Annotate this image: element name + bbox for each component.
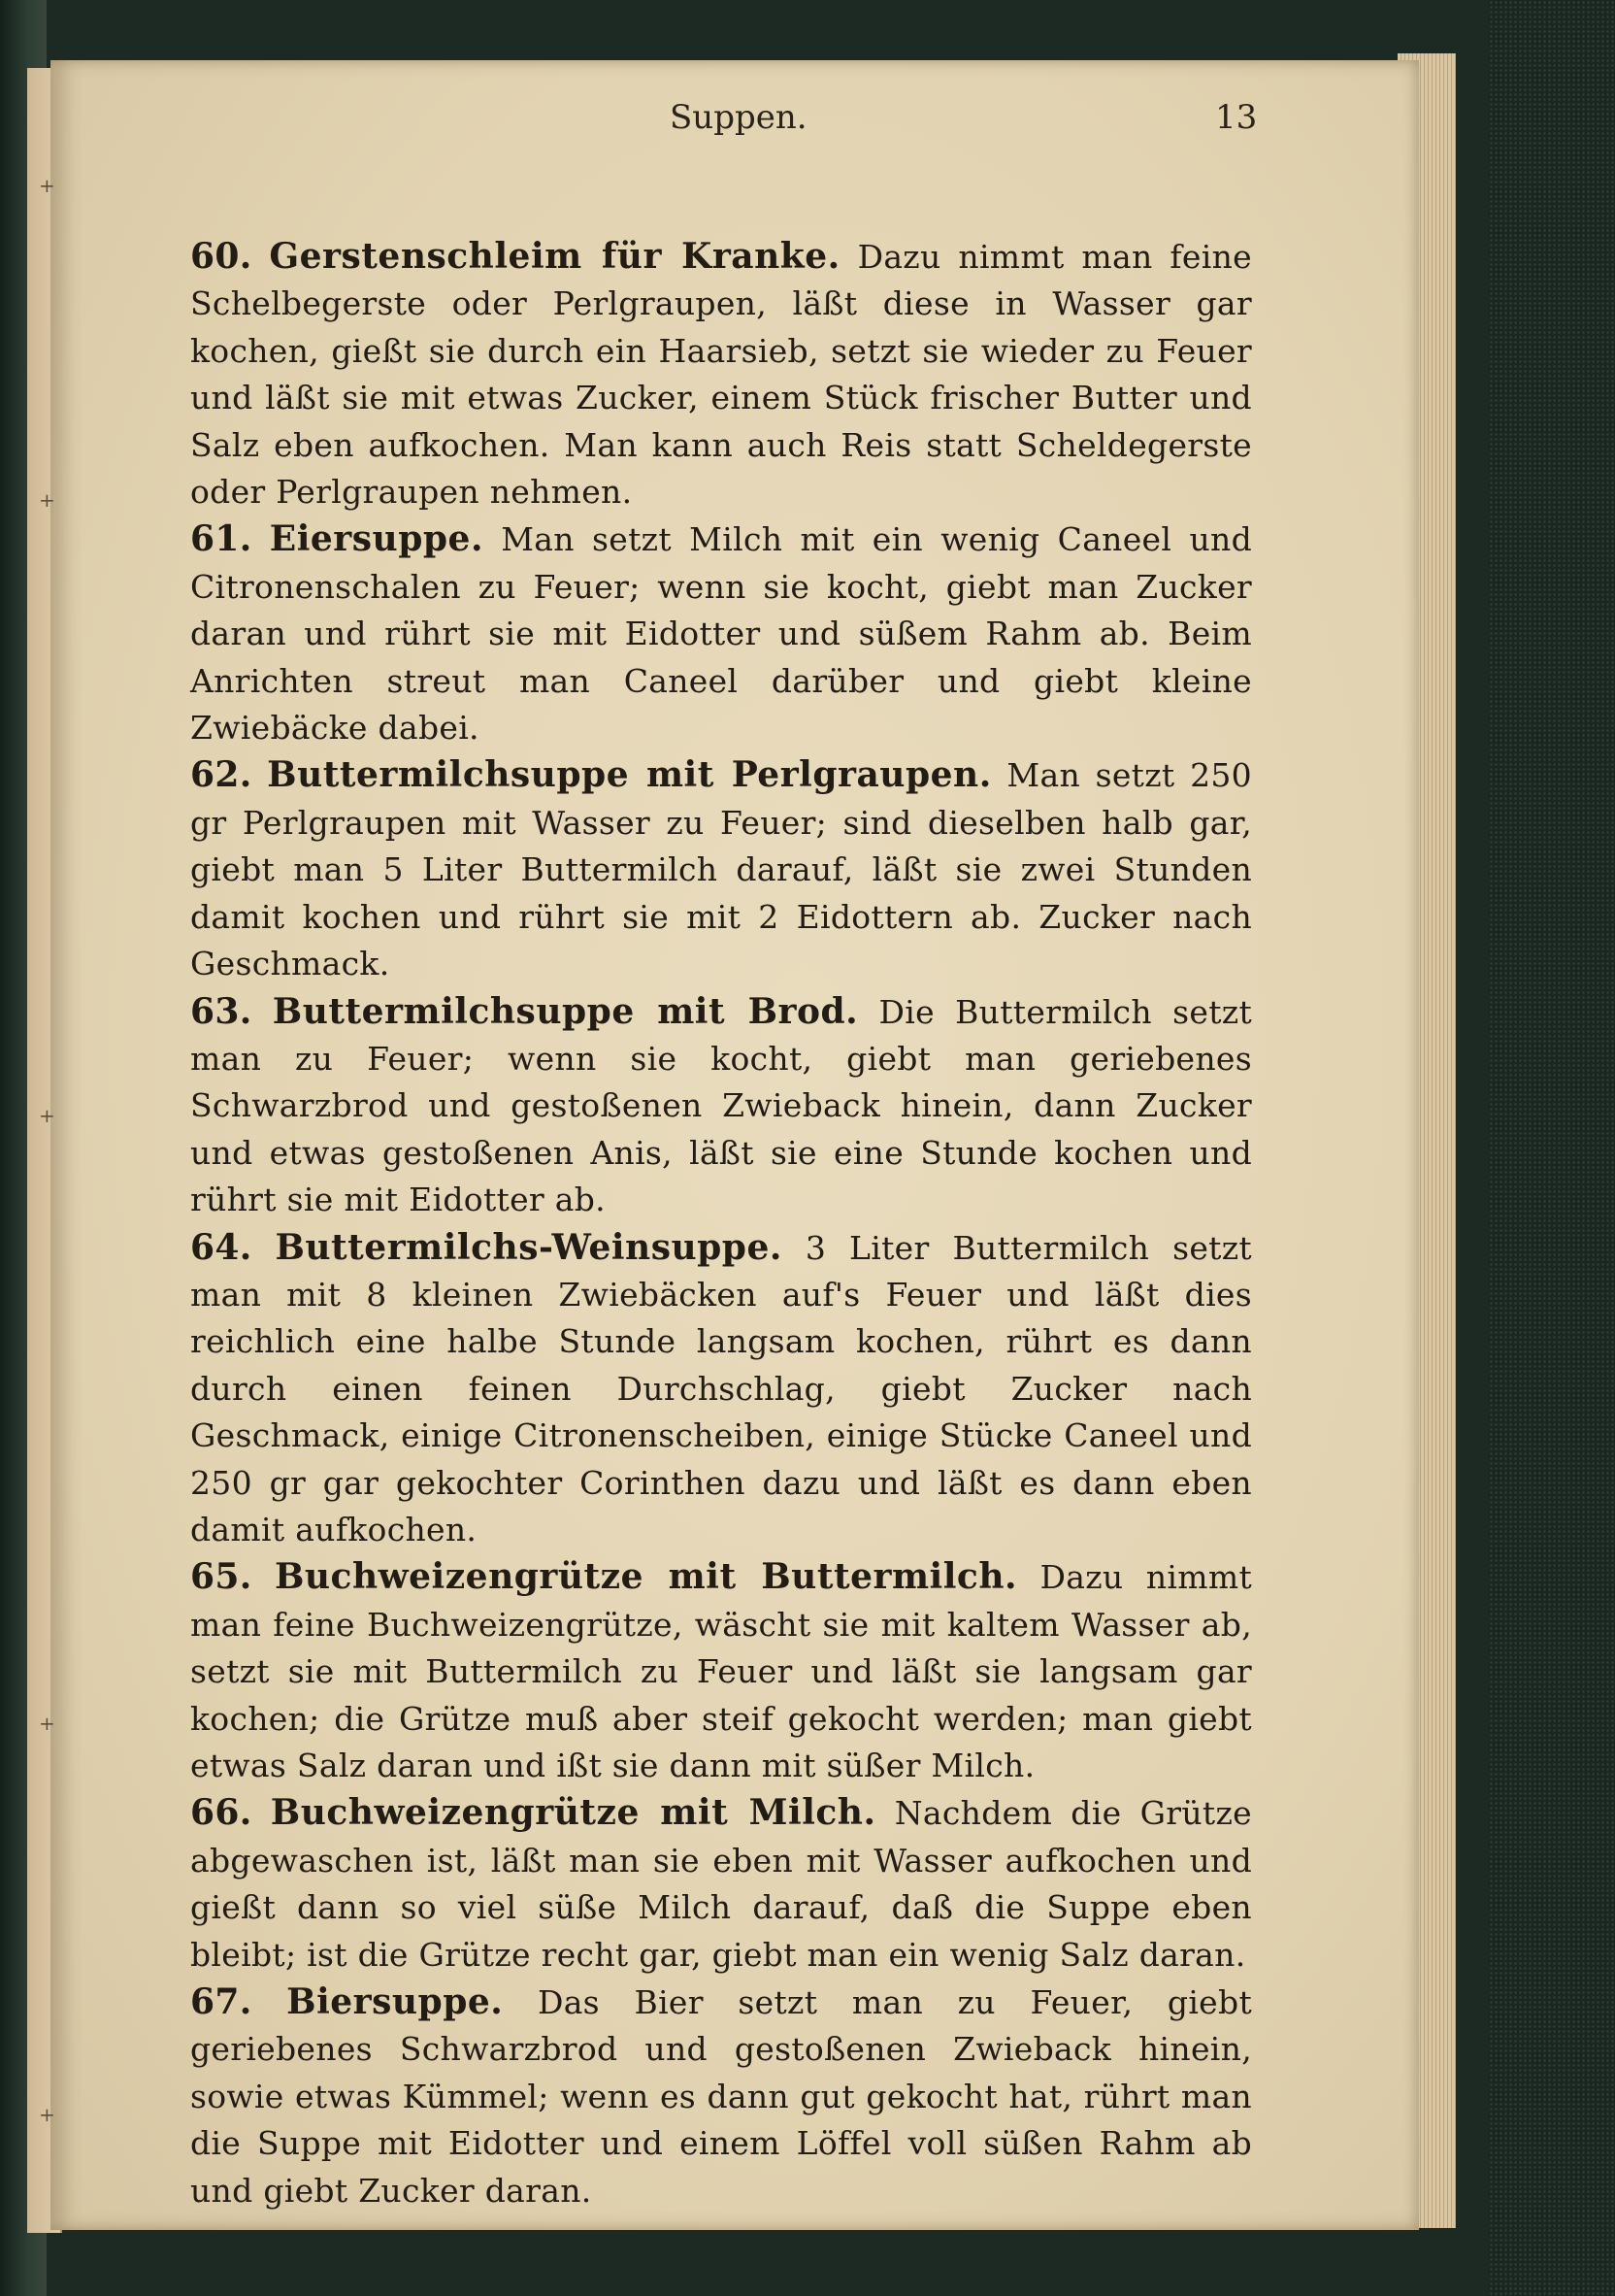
recipe-entry	[190, 1789, 1252, 1979]
recipe-number: 61.	[190, 518, 252, 560]
recipe-title: Buttermilchsuppe mit Perlgraupen.	[267, 754, 992, 796]
recipe-number: 67.	[190, 1981, 252, 2023]
recipe-title: Gerstenschleim für Kranke.	[269, 236, 840, 277]
recipe-title: Biersuppe.	[286, 1981, 504, 2023]
recipe-number: 63.	[190, 990, 252, 1032]
recipe-number: 66.	[190, 1792, 252, 1834]
recipe-number: 65.	[190, 1556, 252, 1598]
recipe-title: Buttermilchsuppe mit Brod.	[272, 990, 859, 1032]
recipe-title: Eiersuppe.	[269, 518, 483, 560]
recipe-entry	[190, 233, 1252, 516]
recipe-body: Die Buttermilch setzt man zu Feuer; wenn sie kocht, giebt man geriebenes Schwarzbrod und gestoßenen Zwieback hinein, dann Zucker und etwas gestoßenen Anis, läßt sie eine Stunde kochen und rührt sie mit Eidotter ab.	[190, 992, 1253, 1219]
recipe-body: Man setzt Milch mit ein wenig Caneel und Citronenschalen zu Feuer; wenn sie kocht, giebt man Zucker daran und rührt sie mit Eidotter und süßem Rahm ab. Beim Anrichten streut man Caneel darüber und giebt kleine Zwiebäcke dabei.	[190, 520, 1252, 748]
recipe-body: Man setzt 250 gr Perlgraupen mit Wasser zu Feuer; sind dieselben halb gar, giebt man 5 Liter Buttermilch darauf, läßt sie zwei Stunden damit kochen und rührt sie mit 2 Eidottern ab. Zucker nach Geschmack.	[190, 756, 1252, 983]
recipe-entry	[190, 1979, 1252, 2214]
recipe-body: Nachdem die Grütze abgewaschen ist, läßt man sie eben mit Wasser aufkochen und gießt dann so viel süße Milch darauf, daß die Suppe eben bleibt; ist die Grütze recht gar, giebt man ein wenig Salz daran.	[190, 1794, 1253, 1974]
recipe-number: 62.	[190, 754, 252, 796]
recipe-title: Buchweizengrütze mit Milch.	[270, 1792, 876, 1834]
recipe-body: Dazu nimmt man feine Buchweizengrütze, wäscht sie mit kaltem Wasser ab, setzt sie mit Buttermilch zu Feuer und läßt sie langsam gar kochen; die Grütze muß aber steif gekocht werden; man giebt etwas Salz daran und ißt sie dann mit süßer Milch.	[190, 1558, 1253, 1784]
page-number: 13	[1215, 98, 1258, 137]
margin-tick-mark: +	[39, 488, 55, 512]
page-header	[0, 92, 1615, 137]
recipe-number: 64.	[190, 1226, 252, 1268]
recipe-entry	[190, 516, 1252, 751]
margin-tick-mark: +	[39, 174, 55, 197]
recipe-number: 60.	[190, 236, 252, 277]
recipe-title: Buttermilchs-Weinsuppe.	[275, 1226, 782, 1268]
recipe-entry	[190, 1224, 1252, 1554]
recipe-entry	[190, 988, 1252, 1224]
book-cover-edge	[1489, 0, 1615, 2296]
margin-tick-mark: +	[39, 1104, 55, 1127]
recipe-body: Das Bier setzt man zu Feuer, giebt geriebenes Schwarzbrod und gestoßenen Zwieback hinein, sowie etwas Kümmel; wenn es dann gut gekocht hat, rührt man die Suppe mit Eidotter und einem Löffel voll süßen Rahm ab und giebt Zucker daran.	[190, 1983, 1253, 2210]
recipe-body: Dazu nimmt man feine Schelbegerste oder Perlgraupen, läßt diese in Wasser gar kochen, gießt sie durch ein Haarsieb, setzt sie wieder zu Feuer und läßt sie mit etwas Zucker, einem Stück frischer Butter und Salz eben aufkochen. Man kann auch Reis statt Scheldegerste oder Perlgraupen nehmen.	[190, 238, 1252, 512]
recipe-entry	[190, 1553, 1252, 1789]
recipe-entry	[190, 751, 1252, 987]
recipe-text-block	[190, 233, 1252, 2214]
running-title: Suppen.	[670, 98, 808, 137]
margin-tick-mark: +	[39, 1712, 55, 1735]
recipe-title: Buchweizengrütze mit Buttermilch.	[274, 1556, 1018, 1598]
recipe-body: 3 Liter Buttermilch setzt man mit 8 kleinen Zwiebäcken auf's Feuer und läßt dies reichlich eine halbe Stunde langsam kochen, rührt es dann durch einen feinen Durchschlag, giebt Zucker nach Geschmack, einige Citronenscheiben, einige Stücke Caneel und 250 gr gar gekochter Corinthen dazu und läßt es dann eben damit aufkochen.	[190, 1228, 1252, 1548]
margin-tick-mark: +	[39, 2103, 55, 2126]
